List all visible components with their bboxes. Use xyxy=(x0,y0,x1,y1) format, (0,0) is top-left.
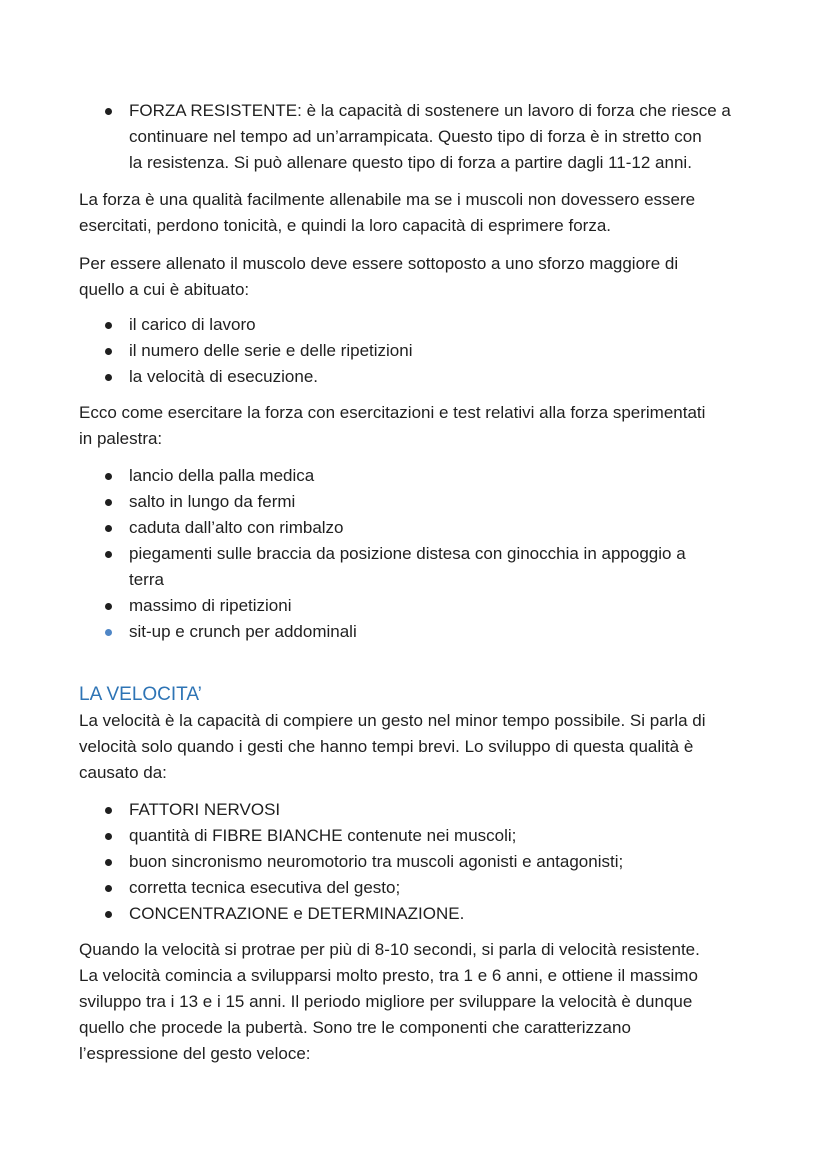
bullet-icon xyxy=(105,473,112,480)
list-item: salto in lungo da fermi xyxy=(79,489,759,515)
list-item: corretta tecnica esecutiva del gesto; xyxy=(79,875,759,901)
list-item: la velocità di esecuzione. xyxy=(79,364,759,390)
bullet-icon xyxy=(105,807,112,814)
bullet-list-carico xyxy=(79,312,759,390)
list-item: massimo di ripetizioni xyxy=(79,593,759,619)
list-item: piegamenti sulle braccia da posizione distesa con ginocchia in appoggio a terra xyxy=(79,541,759,593)
list-item: FORZA RESISTENTE: è la capacità di sostenere un lavoro di forza che riesce a continuare nel tempo ad un’arrampicata. Questo tipo di forza è in stretto con la resistenza. Si può allenare questo tipo di forza a partire dagli 11-12 anni. xyxy=(79,98,759,176)
paragraph-velocita: La velocità è la capacità di compiere un gesto nel minor tempo possibile. Si parla di velocità solo quando i gesti che hanno tempi brevi. Lo sviluppo di questa qualità è causato da: xyxy=(79,711,706,782)
list-item: quantità di FIBRE BIANCHE contenute nei muscoli; xyxy=(79,823,759,849)
bullet-icon xyxy=(105,629,112,636)
bullet-list-esercizi xyxy=(79,463,759,645)
bullet-icon xyxy=(105,885,112,892)
bullet-icon xyxy=(105,108,112,115)
bullet-icon xyxy=(105,525,112,532)
list-item: buon sincronismo neuromotorio tra muscoli agonisti e antagonisti; xyxy=(79,849,759,875)
bullet-icon xyxy=(105,911,112,918)
section-heading-velocita: LA VELOCITA’ xyxy=(79,684,202,705)
paragraph-esercitare: Ecco come esercitare la forza con esercitazioni e test relativi alla forza sperimentati in palestra: xyxy=(79,403,706,448)
bullet-icon xyxy=(105,374,112,381)
list-item: FATTORI NERVOSI xyxy=(79,797,759,823)
list-item: lancio della palla medica xyxy=(79,463,759,489)
paragraph-forza: La forza è una qualità facilmente allenabile ma se i muscoli non dovessero essere esercitati, perdono tonicità, e quindi la loro capacità di esprimere forza. xyxy=(79,190,696,235)
bullet-icon xyxy=(105,322,112,329)
paragraph-velocita-resistente: Quando la velocità si protrae per più di 8-10 secondi, si parla di velocità resistente. La velocità comincia a svilupparsi molto presto, tra 1 e 6 anni, e ottiene il massimo sviluppo tra i 13 e i 15 anni. Il periodo migliore per sviluppare la velocità è dunque quello che procede la pubertà. Sono tre le componenti che caratterizzano l’espressione del gesto veloce: xyxy=(79,940,700,1063)
bullet-list-forza-resistente xyxy=(79,98,759,176)
bullet-icon xyxy=(105,348,112,355)
bullet-icon xyxy=(105,603,112,610)
bullet-icon xyxy=(105,499,112,506)
bullet-list-fattori xyxy=(79,797,759,927)
paragraph-allenato: Per essere allenato il muscolo deve essere sottoposto a uno sforzo maggiore di quello a cui è abituato: xyxy=(79,254,679,299)
list-item: caduta dall’alto con rimbalzo xyxy=(79,515,759,541)
bullet-icon xyxy=(105,551,112,558)
bullet-icon xyxy=(105,833,112,840)
list-item: il numero delle serie e delle ripetizioni xyxy=(79,338,759,364)
list-item: CONCENTRAZIONE e DETERMINAZIONE. xyxy=(79,901,759,927)
list-item: il carico di lavoro xyxy=(79,312,759,338)
list-item: sit-up e crunch per addominali xyxy=(79,619,759,645)
bullet-icon xyxy=(105,859,112,866)
